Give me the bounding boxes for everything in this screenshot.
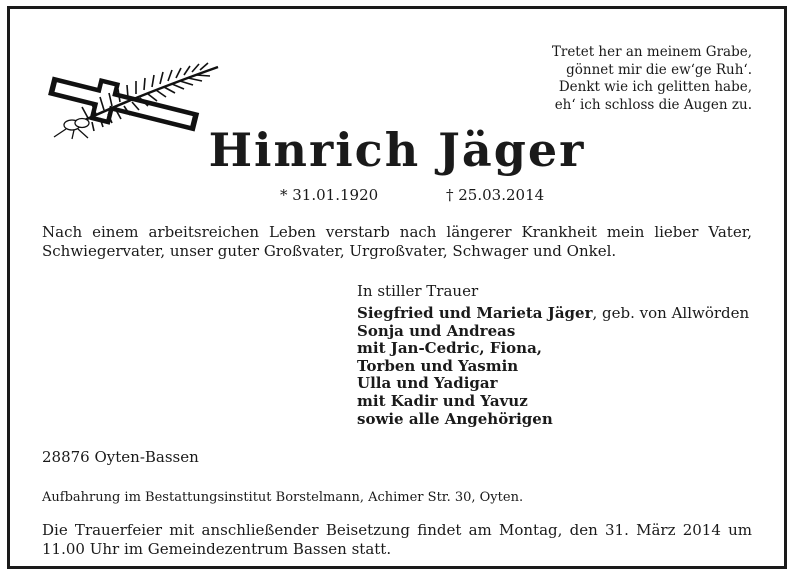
laying-out-notice: Aufbahrung im Bestattungsinstitut Borstelmann, Achimer Str. 30, Oyten. xyxy=(42,490,524,505)
family-line: Sonja und Andreas xyxy=(357,321,516,340)
family-line: Ulla und Yadigar xyxy=(357,374,498,393)
family-line: Torben und Yasmin xyxy=(357,356,519,375)
mourning-lead: In stiller Trauer xyxy=(357,282,479,300)
address: 28876 Oyten-Bassen xyxy=(42,448,199,466)
service-notice: Die Trauerfeier mit anschließender Beisetzung findet am Montag, den 31. März 2014 um 11.00 Uhr im Gemeindezentrum Bassen statt. xyxy=(42,521,752,558)
obituary-frame xyxy=(7,6,787,569)
mourners xyxy=(357,282,749,428)
deceased-name: Hinrich Jäger xyxy=(208,123,586,177)
death-date: † 25.03.2014 xyxy=(446,186,545,204)
birth-date: * 31.01.1920 xyxy=(280,186,379,204)
family-list xyxy=(357,305,749,428)
intro-text: Nach einem arbeitsreichen Leben verstarb nach längerer Krankheit mein lieber Vater, Schwiegervater, unser guter Großvater, Urgroßvater, Schwager und Onkel. xyxy=(42,223,752,260)
family-name: Siegfried und Marieta Jäger xyxy=(357,304,593,322)
family-line: mit Jan-Cedric, Fiona, xyxy=(357,339,543,358)
poem xyxy=(522,44,752,114)
poem-line: eh‘ ich schloss die Augen zu. xyxy=(554,96,752,113)
poem-line: Tretet her an meinem Grabe, xyxy=(551,44,752,60)
family-line xyxy=(357,305,749,323)
family-maiden-name: , geb. von Allwörden xyxy=(592,304,750,322)
life-dates xyxy=(10,185,784,205)
poem-line: gönnet mir die ew‘ge Ruh‘. xyxy=(566,61,752,78)
family-line: sowie alle Angehörigen xyxy=(357,409,553,428)
poem-line: Denkt wie ich gelitten habe, xyxy=(558,79,752,95)
family-line: mit Kadir und Yavuz xyxy=(357,391,528,410)
